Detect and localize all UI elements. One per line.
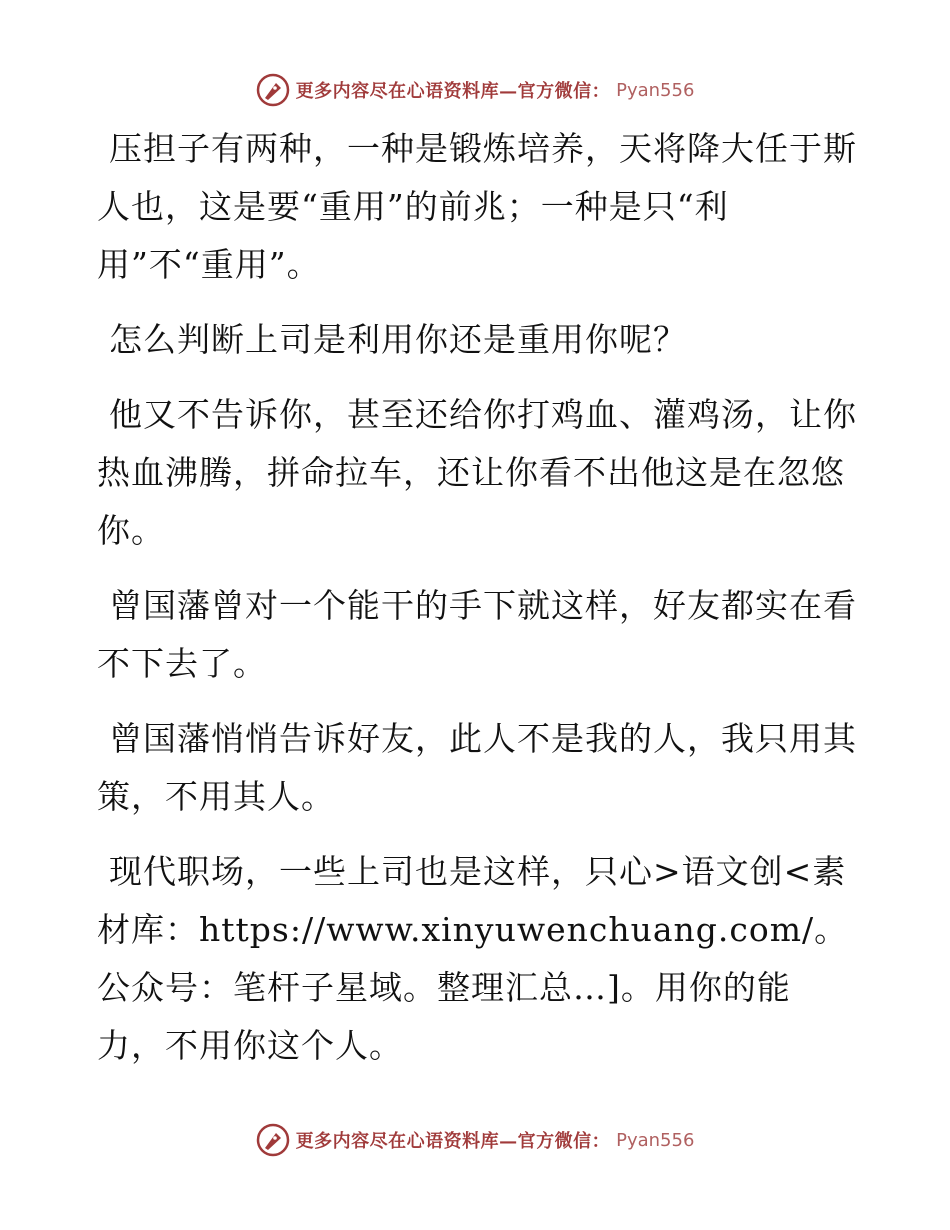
pen-nib-logo-icon [256, 73, 290, 107]
paragraph: 他又不告诉你，甚至还给你打鸡血、灌鸡汤，让你热血沸腾，拼命拉车，还让你看不出他这是在忽悠你。 [97, 395, 857, 550]
document-body [97, 120, 857, 1092]
paragraph: 现代职场，一些上司也是这样，只心>语文创<素材库：https://www.xinyuwenchuang.com/。公众号：笔杆子星域。整理汇总…]。用你的能力，不用你这个人。 [97, 852, 849, 1065]
footer-brand-text: 更多内容尽在心语资料库—官方微信： [295, 1131, 611, 1152]
paragraph: 曾国藩悄悄告诉好友，此人不是我的人，我只用其策，不用其人。 [97, 719, 857, 816]
paragraph: 曾国藩曾对一个能干的手下就这样，好友都实在看不下去了。 [97, 586, 857, 683]
header-brand-text: 更多内容尽在心语资料库—官方微信： [295, 81, 611, 102]
footer-wechat-id: Pyan556 [616, 1129, 695, 1151]
paragraph: 压担子有两种，一种是锻炼培养，天将降大任于斯人也，这是要“重用”的前兆；一种是只“利用”不“重用”。 [97, 129, 857, 284]
footer-banner [0, 1120, 950, 1160]
pen-nib-logo-icon [256, 1123, 290, 1157]
header-wechat-id: Pyan556 [616, 79, 695, 101]
paragraph: 怎么判断上司是利用你还是重用你呢？ [109, 320, 687, 359]
header-banner [0, 70, 950, 110]
